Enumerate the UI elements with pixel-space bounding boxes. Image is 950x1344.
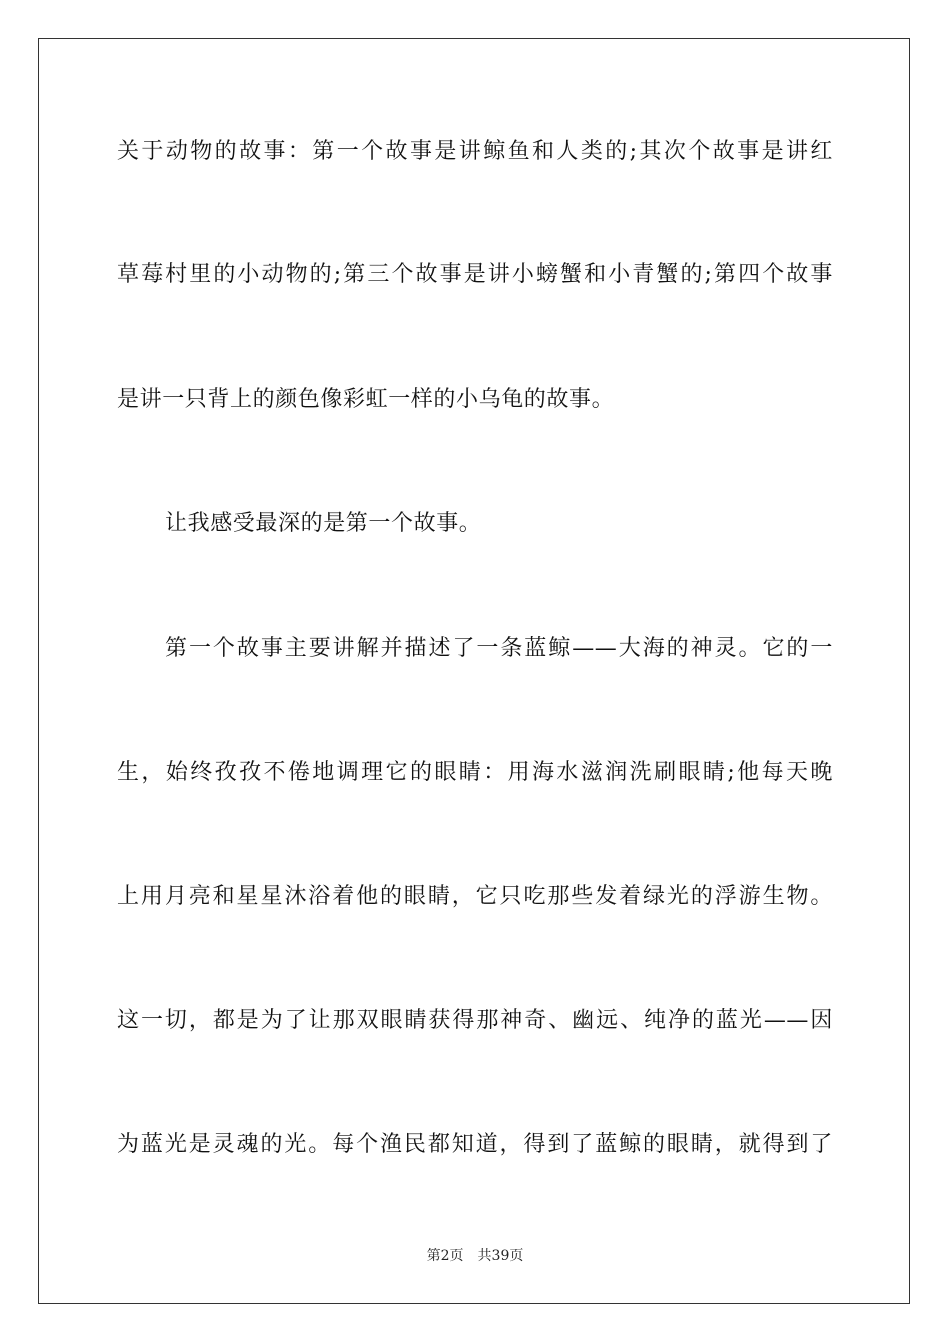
text-line-5: 第一个故事主要讲解并描述了一条蓝鲸——大海的神灵。它的一: [165, 636, 833, 661]
page-number: 第2页: [426, 1248, 464, 1264]
text-line-6: 生，始终孜孜不倦地调理它的眼睛：用海水滋润洗刷眼睛;他每天晚: [117, 760, 833, 785]
page-total: 共39页: [477, 1248, 524, 1264]
text-line-7: 上用月亮和星星沐浴着他的眼睛，它只吃那些发着绿光的浮游生物。: [117, 884, 833, 909]
page-border: [38, 38, 910, 1304]
text-line-3: 是讲一只背上的颜色像彩虹一样的小乌龟的故事。: [117, 387, 615, 412]
page-footer: [0, 1247, 950, 1265]
text-line-2: 草莓村里的小动物的;第三个故事是讲小螃蟹和小青蟹的;第四个故事: [117, 262, 833, 287]
text-line-4: 让我感受最深的是第一个故事。: [165, 511, 482, 536]
text-line-1: 关于动物的故事：第一个故事是讲鲸鱼和人类的;其次个故事是讲红: [117, 139, 833, 164]
text-line-8: 这一切，都是为了让那双眼睛获得那神奇、幽远、纯净的蓝光——因: [117, 1008, 833, 1033]
text-line-9: 为蓝光是灵魂的光。每个渔民都知道，得到了蓝鲸的眼睛，就得到了: [117, 1132, 833, 1157]
